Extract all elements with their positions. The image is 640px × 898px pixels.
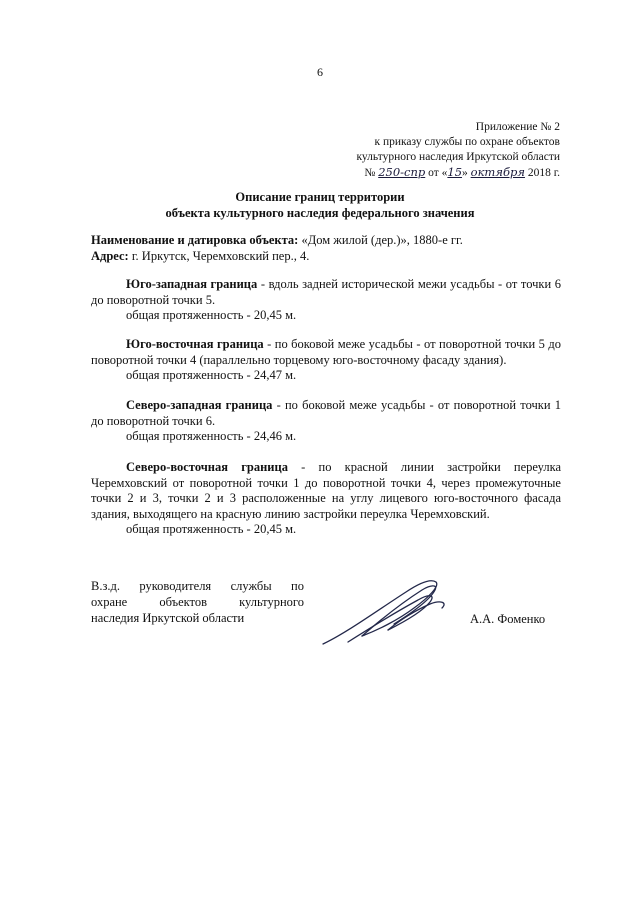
boundary-length: общая протяженность - 24,46 м.: [126, 429, 297, 443]
boundary-southeast: [91, 337, 561, 384]
boundary-name: Юго-западная граница: [126, 277, 258, 291]
boundary-length: общая протяженность - 24,47 м.: [126, 368, 297, 382]
boundary-description: - по боковой меже усадьбы - от поворотной точки 1 до поворотной точки 6.: [91, 398, 561, 428]
signer-name: А.А. Фоменко: [470, 612, 546, 626]
order-number-prefix: №: [364, 167, 376, 179]
boundary-name: Северо-восточная граница: [126, 460, 288, 474]
appendix-header: [357, 120, 561, 181]
title-line-1: Описание границ территории: [235, 190, 405, 204]
boundary-northwest: [91, 398, 561, 445]
appendix-line-2: к приказу службы по охране объектов: [374, 136, 560, 148]
object-address-value: г. Иркутск, Черемховский пер., 4.: [131, 248, 310, 263]
appendix-line-3: культурного наследия Иркутской области: [356, 151, 560, 163]
object-name-label: Наименование и датировка объекта:: [91, 233, 299, 247]
signatory-line-2: охране объектов культурного: [91, 595, 304, 609]
boundary-name: Северо-западная граница: [126, 398, 273, 412]
object-address-line: [91, 249, 561, 265]
page-number: 6: [317, 65, 323, 79]
handwritten-signature: [318, 572, 458, 652]
order-quote-close: »: [462, 167, 468, 179]
boundary-length: общая протяженность - 20,45 м.: [126, 522, 297, 536]
boundary-length: общая протяженность - 20,45 м.: [126, 308, 297, 322]
appendix-line-1: Приложение № 2: [475, 121, 560, 133]
signature-stroke: [323, 581, 437, 644]
signatory-line-3: наследия Иркутской области: [91, 611, 245, 625]
boundary-text: [91, 398, 561, 429]
order-month-handwritten: октября: [470, 165, 525, 179]
document-title: [0, 189, 640, 221]
title-line-2: объекта культурного наследия федерального значения: [165, 206, 475, 220]
order-day-handwritten: 15: [447, 165, 463, 179]
order-year: 2018 г.: [527, 167, 560, 179]
boundary-northeast: [91, 460, 561, 538]
boundary-text: [91, 337, 561, 368]
object-address-label: Адрес:: [91, 248, 129, 263]
boundary-description: - по боковой меже усадьбы - от поворотной точки 5 до поворотной точки 4 (параллельно торцевому юго-восточному фасаду здания).: [91, 337, 562, 367]
boundary-name: Юго-восточная граница: [126, 337, 264, 351]
boundary-description: - вдоль задней исторической межи усадьбы - от точки 6 до поворотной точки 5.: [91, 277, 562, 307]
signatory-line-1: В.з.д. руководителя службы по: [91, 579, 304, 593]
object-name-line: [91, 233, 561, 249]
boundary-text: [91, 277, 561, 308]
boundary-southwest: [91, 277, 561, 324]
boundary-text: [91, 460, 561, 522]
order-date-from: от «: [428, 167, 448, 179]
object-info: [91, 233, 561, 264]
boundary-description: - по красной линии застройки переулка Черемховский от поворотной точки 1 до поворотной точки 4, через промежуточные точки 2 и 3, точки 2 и 3 расположенные на углу лицевого юго-восточного фасада здания, выходящего на красную линию застройки переулка Черемховский.: [91, 460, 562, 521]
order-number-handwritten: 250-спр: [378, 165, 426, 179]
signatory-position: [91, 578, 304, 626]
appendix-order-line: [357, 165, 561, 181]
object-name-value: «Дом жилой (дер.)», 1880-е гг.: [301, 233, 463, 247]
